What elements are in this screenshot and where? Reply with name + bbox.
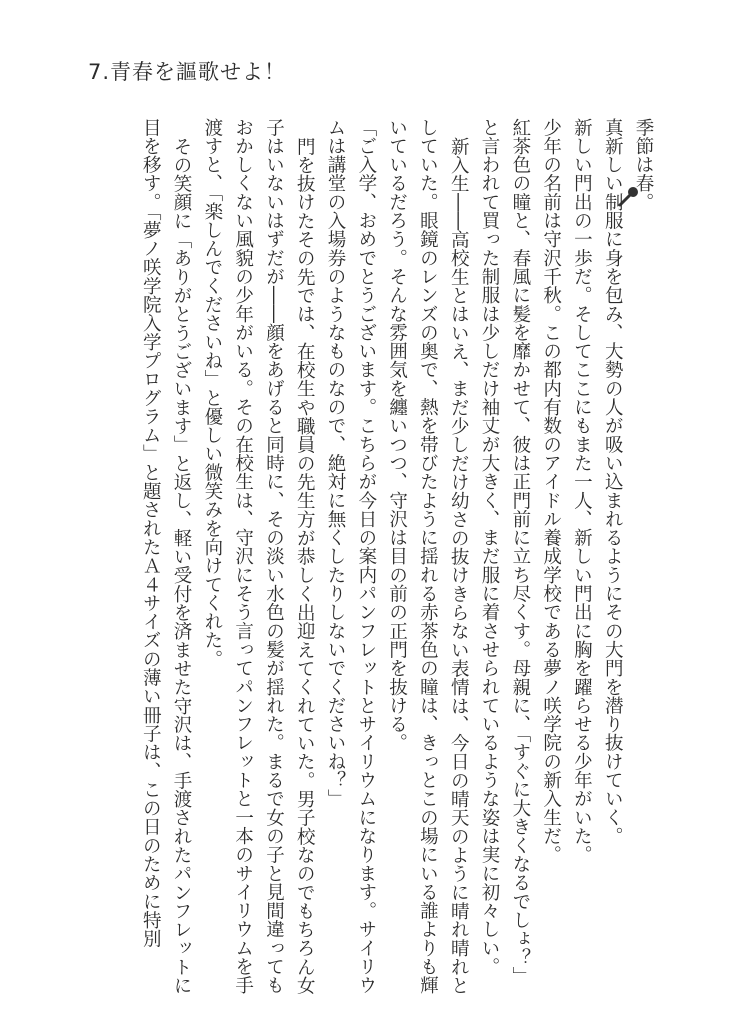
- paragraph: 新しい門出の一歩だ。そしてここにもまた一人、新しい門出に胸を躍らせる少年がいた。: [571, 118, 593, 864]
- paragraph: その笑顔に「ありがとうございます」と返し、軽い受付を済ませた守沢は、手渡されたパンフレットに目を移す。「夢ノ咲学院入学プログラム」と題されたＡ４サイズの薄い冊子は、この日のために特別: [140, 118, 193, 995]
- paragraph: 新入生――高校生とはいえ、まだ少しだけ幼さの抜けきらない表情は、今日の晴天のように晴れ晴れとしていた。眼鏡のレンズの奥で、熱を帯びたように揺れる赤茶色の瞳は、きっとこの場にいる誰よりも輝いているだろう。そんな雰囲気を纏いつつ、守沢は目の前の正門を抜ける。: [386, 118, 470, 995]
- paragraph: 少年の名前は守沢千秋。この都内有数のアイドル養成学校である夢ノ咲学院の新入生だ。: [540, 118, 562, 864]
- paragraph: 季節は春。: [633, 118, 654, 212]
- paragraph: 「ご入学、おめでとうございます。こちらが今日の案内パンフレットとサイリウムになります。サイリウムは講堂の入場券のようなものなので、絶対に無くしたりしないでくださいね？」: [325, 118, 377, 995]
- story-text: [88, 118, 658, 998]
- chapter-title: 7.青春を謳歌せよ！: [88, 60, 287, 84]
- paragraph: 門を抜けたその先では、在校生や職員の先生方が恭しく出迎えてくれていた。男子校なのでもちろん女子はいないはずだが――顔をあげると同時に、その淡い水色の髪が揺れた。まるで女の子と見間違ってもおかしくない風貌の少年がいる。その在校生は、守沢にそう言ってパンフレットと一本のサイリウムを手渡すと、「楽しんでくださいね」と優しい微笑みを向けてくれた。: [201, 118, 316, 995]
- paragraph: 紅茶色の瞳と、春風に髪を靡かせて、彼は正門前に立ち尽くす。母親に、「すぐに大きくなるでしょ？」と言われて買った制服は少しだけ袖丈が大きく、まだ服に着させられているような姿は実に初々しい。: [479, 118, 531, 986]
- paragraph: 真新しい制服に身を包み、大勢の人が吸い込まれるようにその大門を潜り抜けていく。: [602, 118, 624, 846]
